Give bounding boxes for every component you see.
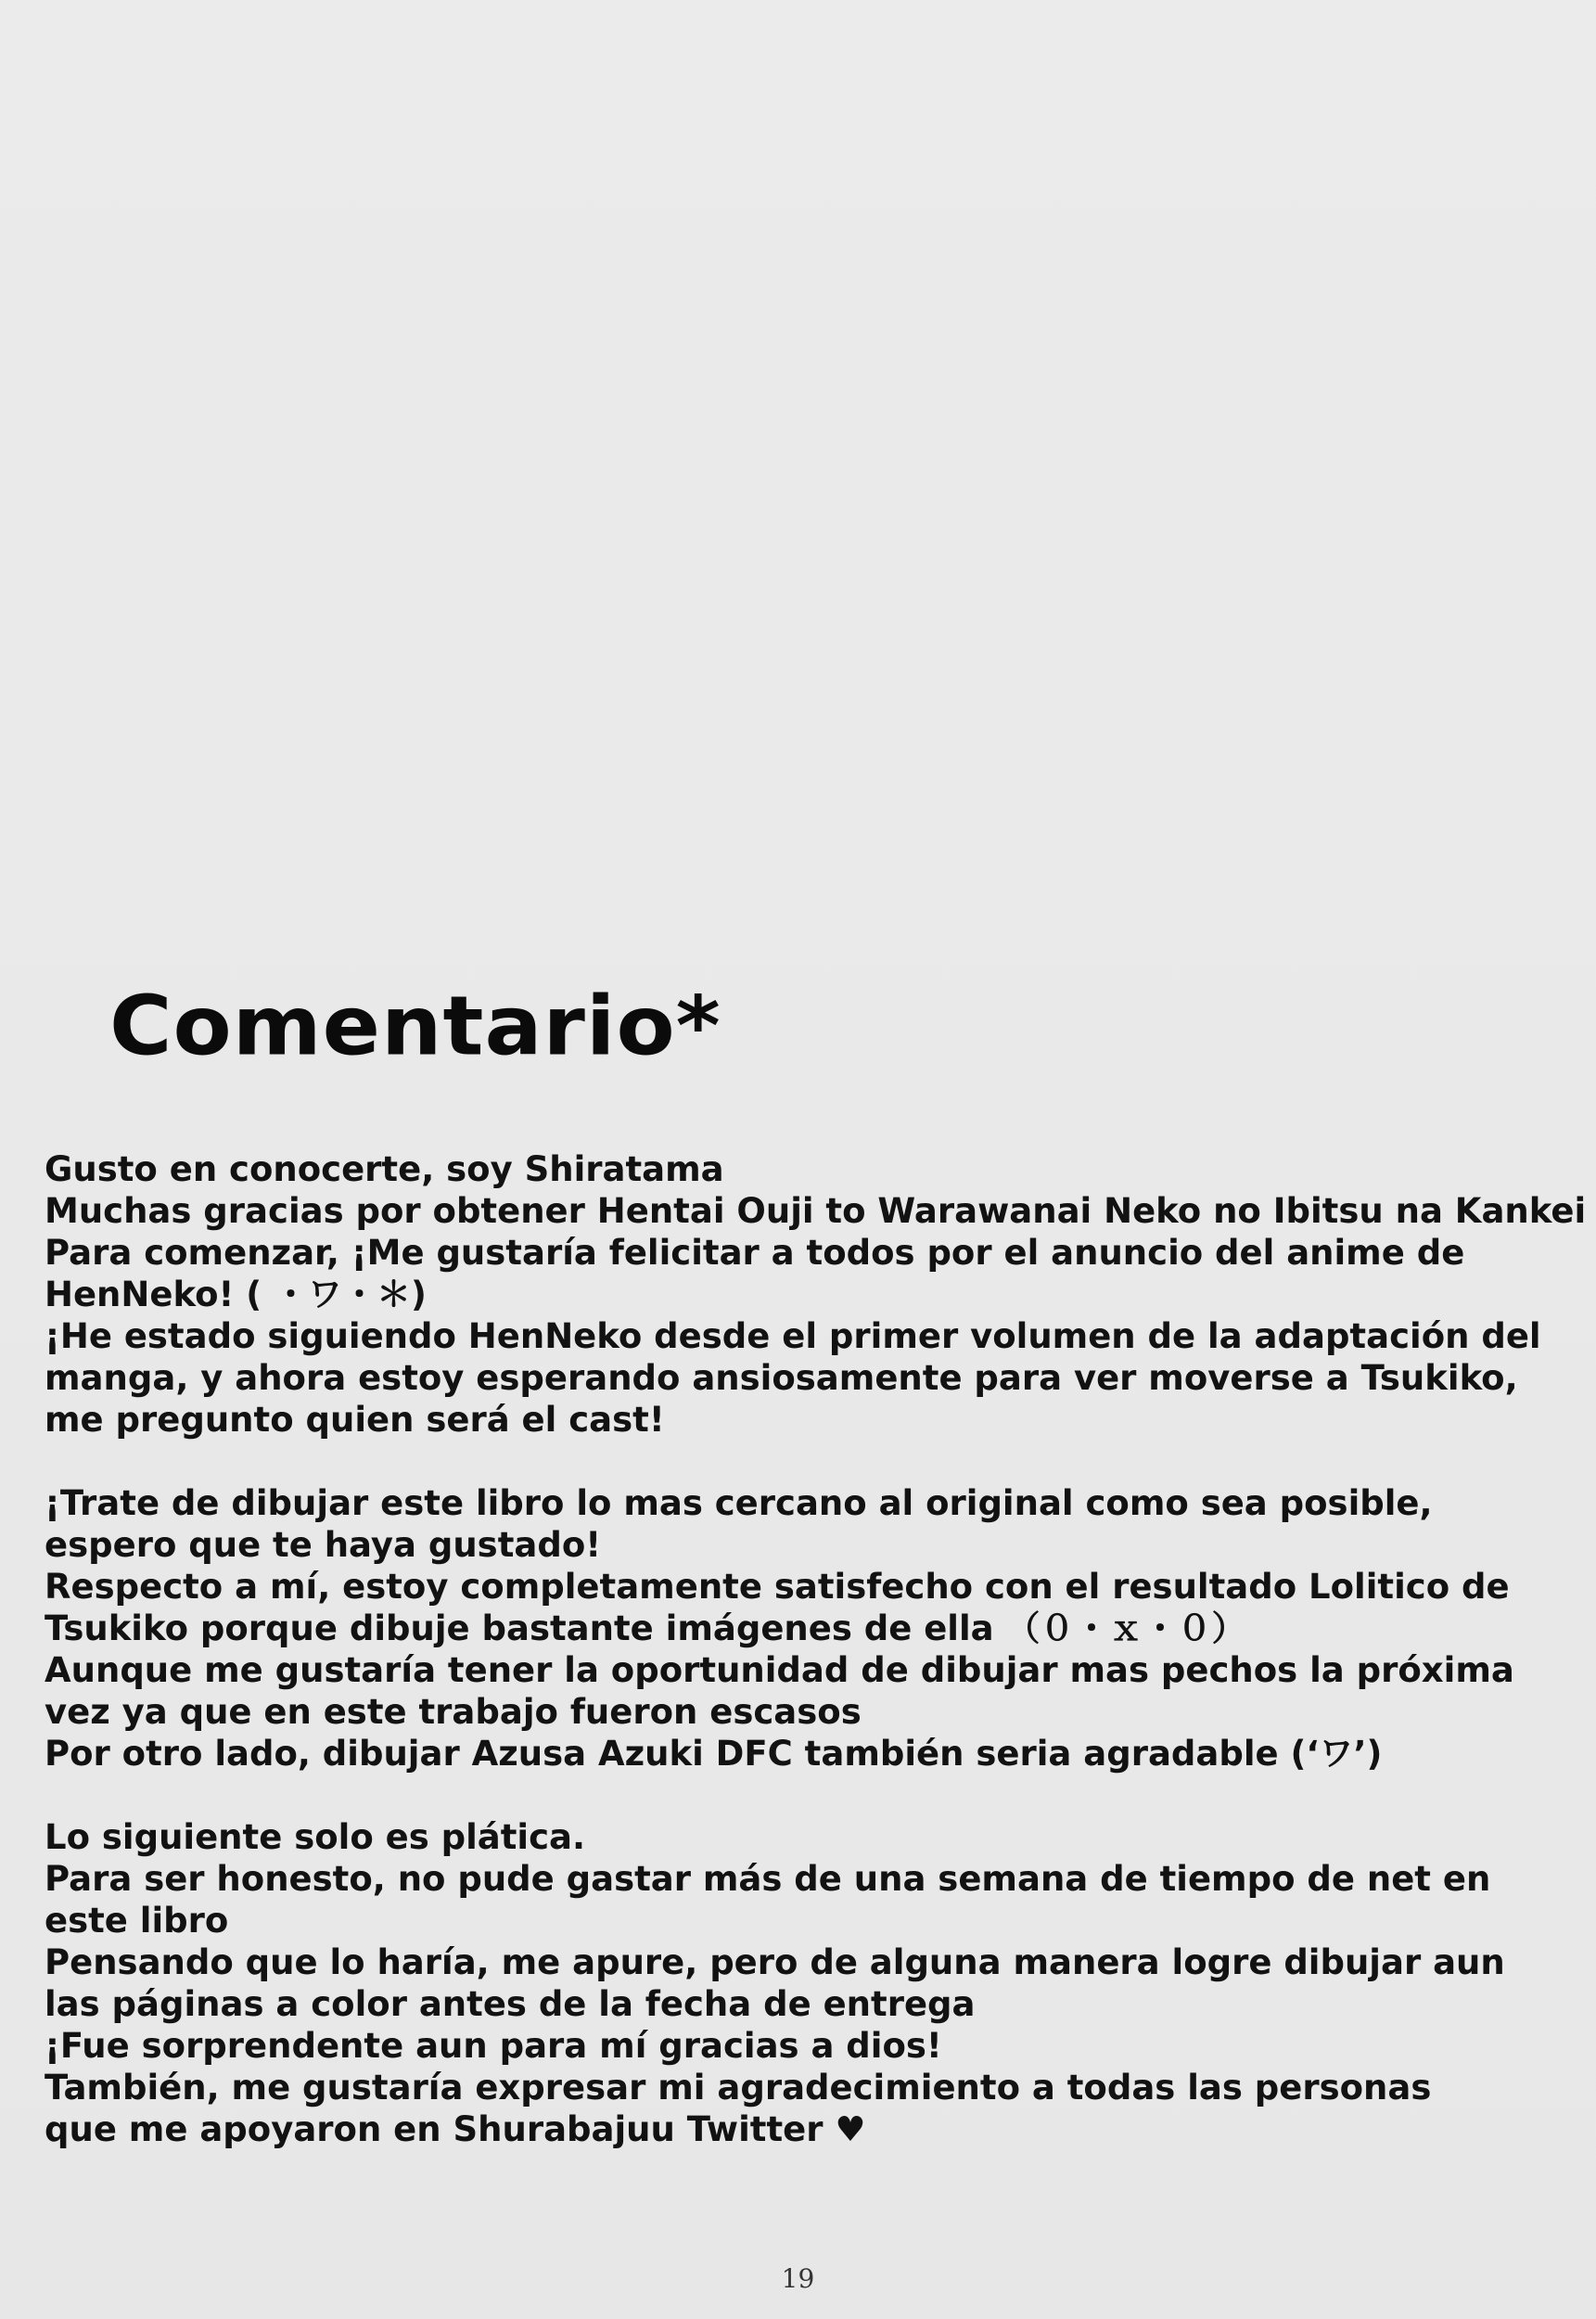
text-line: HenNeko! ( ・ワ・＊) [45,1275,427,1314]
paragraph-3 [45,1816,1547,2150]
text-line: También, me gustaría expresar mi agradecimiento a todas las personas [45,2068,1432,2108]
paragraph-2 [45,1482,1547,1774]
text-line: Muchas gracias por obtener Hentai Ouji to Warawanai Neko no Ibitsu na Kankei [45,1191,1587,1231]
page-number: 19 [781,2263,815,2294]
paragraph-gap [45,1774,1547,1816]
text-line: Aunque me gustaría tener la oportunidad de dibujar mas pechos la próxima [45,1650,1514,1690]
paragraph-1 [45,1148,1587,1441]
comment-body [45,1148,1587,2150]
text-line: vez ya que en este trabajo fueron escasos [45,1692,862,1732]
text-line: espero que te haya gustado! [45,1525,602,1565]
text-line: las páginas a color antes de la fecha de entrega [45,1984,976,2024]
paragraph-gap [45,1441,1547,1482]
text-line: Por otro lado, dibujar Azusa Azuki DFC también seria agradable (‘ワ’) [45,1734,1383,1774]
text-line: este libro [45,1901,229,1941]
text-line: Gusto en conocerte, soy Shiratama [45,1149,724,1189]
text-line: Lo siguiente solo es plática. [45,1817,586,1857]
text-line: Pensando que lo haría, me apure, pero de alguna manera logre dibujar aun [45,1942,1505,1982]
text-line: Tsukiko porque dibuje bastante imágenes de ella （０・ｘ・０） [45,1608,1246,1648]
text-line: Respecto a mí, estoy completamente satisfecho con el resultado Lolitico de [45,1567,1510,1607]
page-title: Comentario* [109,979,721,1074]
text-line: Para ser honesto, no pude gastar más de una semana de tiempo de net en [45,1859,1491,1899]
text-line: ¡Fue sorprendente aun para mí gracias a dios! [45,2026,942,2066]
text-line: Para comenzar, ¡Me gustaría felicitar a todos por el anuncio del anime de [45,1233,1465,1273]
text-line: ¡Trate de dibujar este libro lo mas cercano al original como sea posible, [45,1483,1433,1523]
text-line: que me apoyaron en Shurabajuu Twitter ♥ [45,2109,866,2149]
text-line: me pregunto quien será el cast! [45,1400,665,1440]
text-line: manga, y ahora estoy esperando ansiosamente para ver moverse a Tsukiko, [45,1358,1518,1398]
text-line: ¡He estado siguiendo HenNeko desde el primer volumen de la adaptación del [45,1316,1541,1356]
